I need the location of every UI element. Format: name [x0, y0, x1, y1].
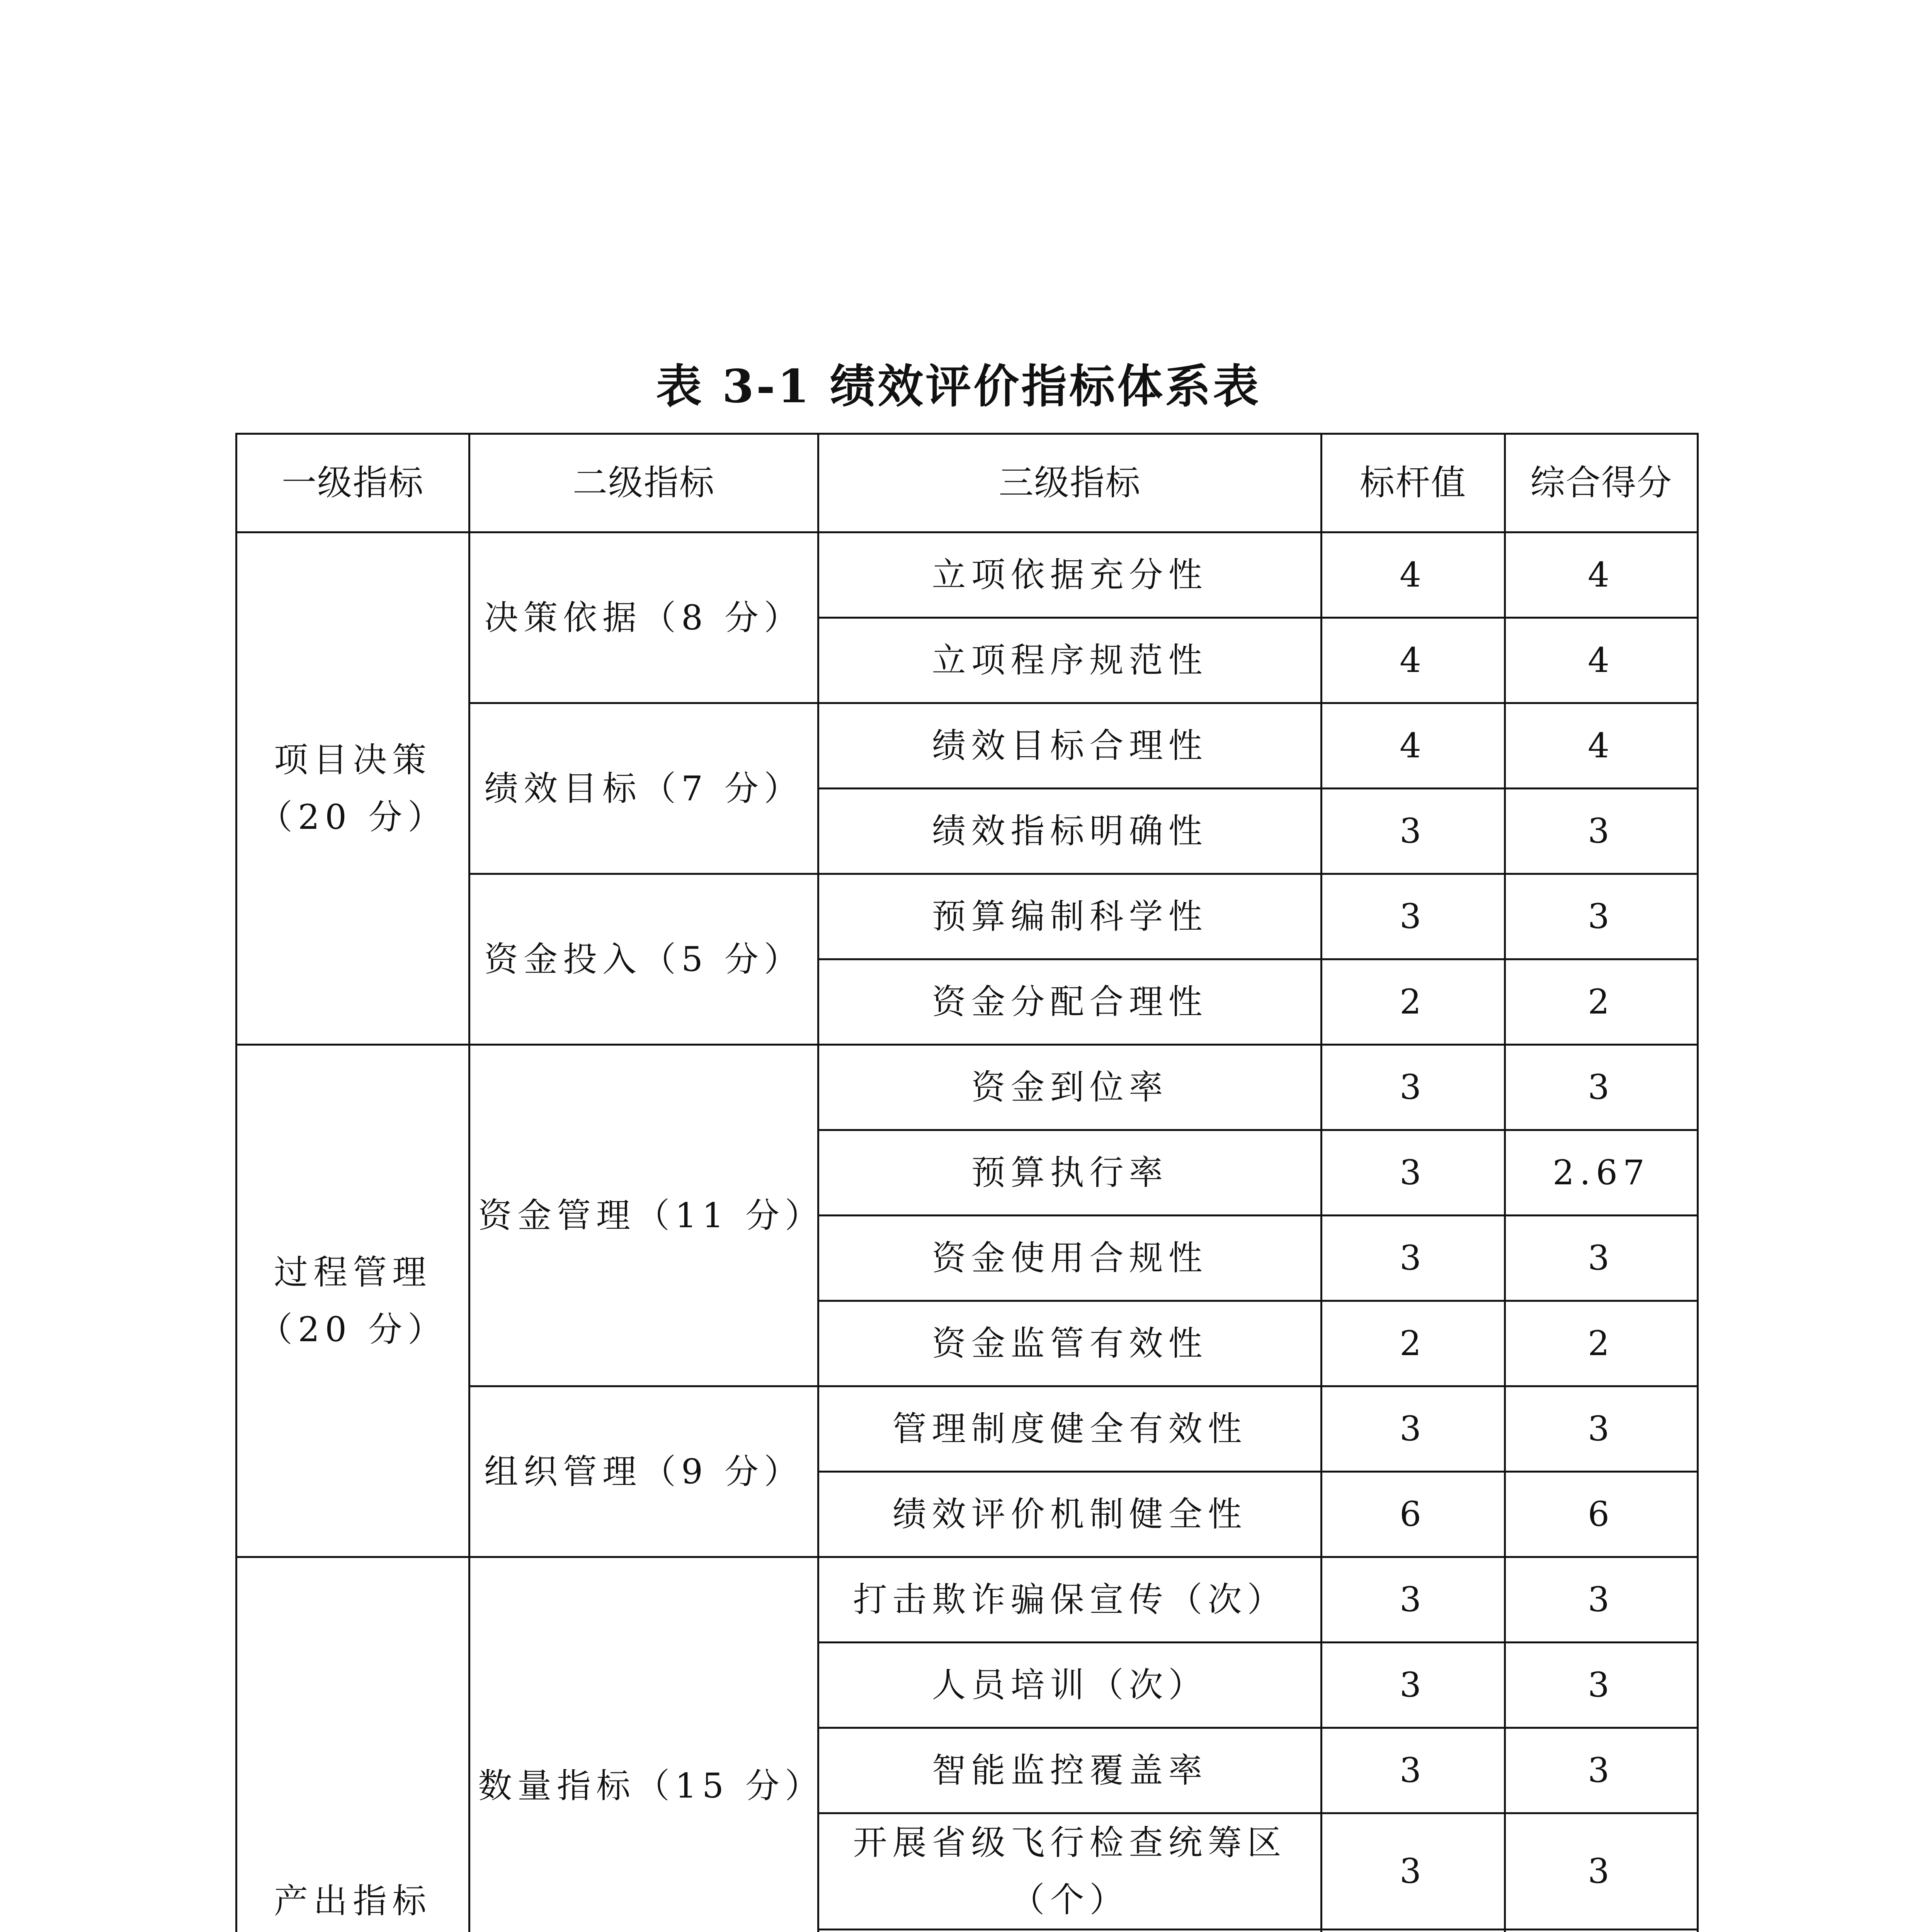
score-cell: 4: [1505, 532, 1698, 618]
level3-cell: 资金到位率: [818, 1045, 1322, 1130]
level2-cell: 决策依据（8 分）: [469, 532, 818, 703]
score-cell: 3: [1505, 1557, 1698, 1643]
score-cell: 4: [1505, 703, 1698, 789]
score-cell: 3: [1505, 1045, 1698, 1130]
table-row: [236, 532, 1698, 618]
score-cell: 4: [1505, 618, 1698, 703]
level3-cell: 绩效目标合理性: [818, 703, 1322, 789]
level3-cell: 资金监管有效性: [818, 1301, 1322, 1386]
evaluation-index-table: [235, 433, 1699, 1932]
level3-cell: 资金分配合理性: [818, 959, 1322, 1045]
benchmark-cell: 3: [1322, 1557, 1505, 1643]
table-title: 表 3-1 绩效评价指标体系表: [656, 359, 1261, 413]
benchmark-cell: 3: [1322, 874, 1505, 959]
header-level3: 三级指标: [818, 434, 1322, 532]
header-level1: 一级指标: [236, 434, 469, 532]
benchmark-cell: 3: [1322, 1728, 1505, 1813]
table-row: [236, 1045, 1698, 1130]
score-cell: 2: [1505, 959, 1698, 1045]
level2-cell: 资金管理（11 分）: [469, 1045, 818, 1386]
level2-cell: 资金投入（5 分）: [469, 874, 818, 1045]
level1-cell: 项目决策（20 分）: [236, 532, 469, 1045]
level3-cell: 打击欺诈骗保宣传（次）: [818, 1557, 1322, 1643]
score-cell: 3: [1505, 1813, 1698, 1930]
level3-cell: 绩效评价机制健全性: [818, 1472, 1322, 1557]
benchmark-cell: 4: [1322, 532, 1505, 618]
level1-cell: 过程管理（20 分）: [236, 1045, 469, 1557]
benchmark-cell: 2: [1322, 959, 1505, 1045]
level3-cell: 预算编制科学性: [818, 874, 1322, 959]
level2-cell: 组织管理（9 分）: [469, 1386, 818, 1557]
score-cell: 6: [1505, 1472, 1698, 1557]
level3-cell: 智能监控覆盖率: [818, 1728, 1322, 1813]
level2-cell: 数量指标（15 分）: [469, 1557, 818, 1932]
benchmark-cell: 3: [1322, 1643, 1505, 1728]
benchmark-cell: 3: [1322, 1045, 1505, 1130]
benchmark-cell: 6: [1322, 1472, 1505, 1557]
level3-cell: 管理制度健全有效性: [818, 1386, 1322, 1472]
level3-cell: 资金使用合规性: [818, 1216, 1322, 1301]
benchmark-cell: 3: [1322, 1813, 1505, 1930]
level1-cell: 产出指标: [236, 1557, 469, 1932]
level3-cell: 立项依据充分性: [818, 532, 1322, 618]
benchmark-cell: 4: [1322, 618, 1505, 703]
header-score: 综合得分: [1505, 434, 1698, 532]
score-cell: 3: [1505, 1216, 1698, 1301]
level3-cell: 绩效指标明确性: [818, 789, 1322, 874]
header-row: [236, 434, 1698, 532]
score-cell: 2: [1505, 1301, 1698, 1386]
level2-cell: 绩效目标（7 分）: [469, 703, 818, 874]
benchmark-cell: 4: [1322, 703, 1505, 789]
header-benchmark: 标杆值: [1322, 434, 1505, 532]
score-cell: [1505, 1930, 1698, 1932]
level3-cell: 预算执行率: [818, 1130, 1322, 1216]
benchmark-cell: 3: [1322, 1130, 1505, 1216]
table-row: [236, 1557, 1698, 1643]
benchmark-cell: 3: [1322, 1386, 1505, 1472]
header-level2: 二级指标: [469, 434, 818, 532]
level3-cell: 立项程序规范性: [818, 618, 1322, 703]
score-cell: 3: [1505, 1386, 1698, 1472]
benchmark-cell: [1322, 1930, 1505, 1932]
score-cell: 3: [1505, 789, 1698, 874]
score-cell: 3: [1505, 874, 1698, 959]
benchmark-cell: 3: [1322, 789, 1505, 874]
level3-cell: [818, 1930, 1322, 1932]
benchmark-cell: 3: [1322, 1216, 1505, 1301]
score-cell: 3: [1505, 1728, 1698, 1813]
level3-cell: 人员培训（次）: [818, 1643, 1322, 1728]
level3-cell: 开展省级飞行检查统筹区（个）: [818, 1813, 1322, 1930]
benchmark-cell: 2: [1322, 1301, 1505, 1386]
score-cell: 2.67: [1505, 1130, 1698, 1216]
score-cell: 3: [1505, 1643, 1698, 1728]
